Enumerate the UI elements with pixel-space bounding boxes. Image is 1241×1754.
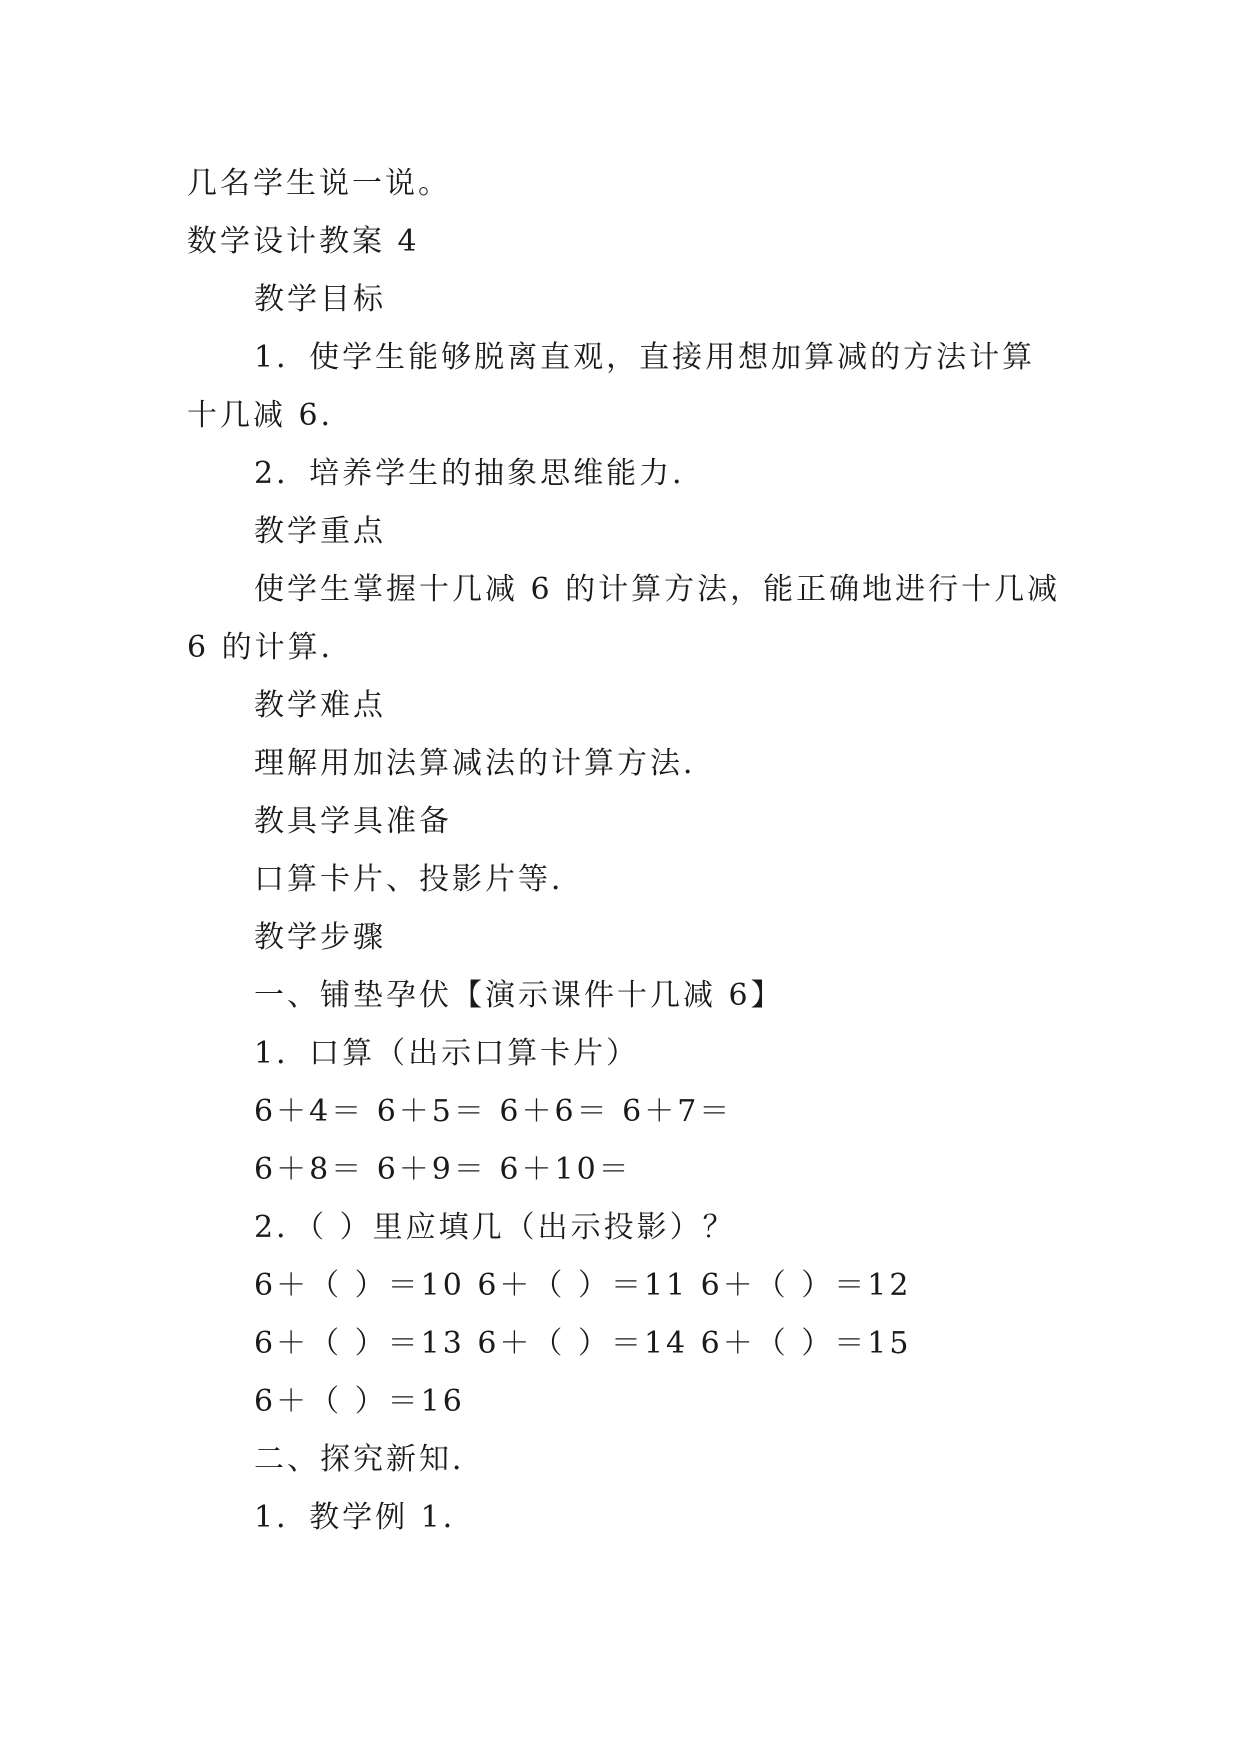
text-line: 理解用加法算减法的计算方法． [254,746,716,781]
text-line: 二、探究新知． [254,1442,485,1477]
text-line: 几名学生说一说。 [187,166,451,201]
text-line: 使学生掌握十几减 6 的计算方法，能正确地进行十几减 [254,572,1061,607]
text-line: 2．培养学生的抽象思维能力． [254,456,706,491]
text-line: 2．（ ）里应填几（出示投影）？ [254,1210,736,1245]
section-heading: 数学设计教案 4 [187,224,420,259]
text-line: 1．教学例 1． [254,1500,476,1535]
math-line: 6＋（ ）＝16 [254,1384,465,1419]
math-line: 6＋8＝ 6＋9＝ 6＋10＝ [254,1152,632,1187]
subheading-teaching-goals: 教学目标 [254,282,386,317]
math-line: 6＋4＝ 6＋5＝ 6＋6＝ 6＋7＝ [254,1094,733,1129]
text-line: 6 的计算． [187,630,354,665]
text-line: 1．使学生能够脱离直观，直接用想加算减的方法计算 [254,340,1036,375]
subheading-difficulties: 教学难点 [254,688,386,723]
subheading-key-points: 教学重点 [254,514,386,549]
math-line: 6＋（ ）＝13 6＋（ ）＝14 6＋（ ）＝15 [254,1326,912,1361]
text-line: 一、铺垫孕伏【演示课件十几减 6】 [254,978,784,1013]
text-line: 1．口算（出示口算卡片） [254,1036,640,1071]
subheading-steps: 教学步骤 [254,920,386,955]
text-line: 十几减 6． [187,398,354,433]
text-line: 口算卡片、投影片等． [254,862,584,897]
math-line: 6＋（ ）＝10 6＋（ ）＝11 6＋（ ）＝12 [254,1268,912,1303]
subheading-materials: 教具学具准备 [254,804,452,839]
